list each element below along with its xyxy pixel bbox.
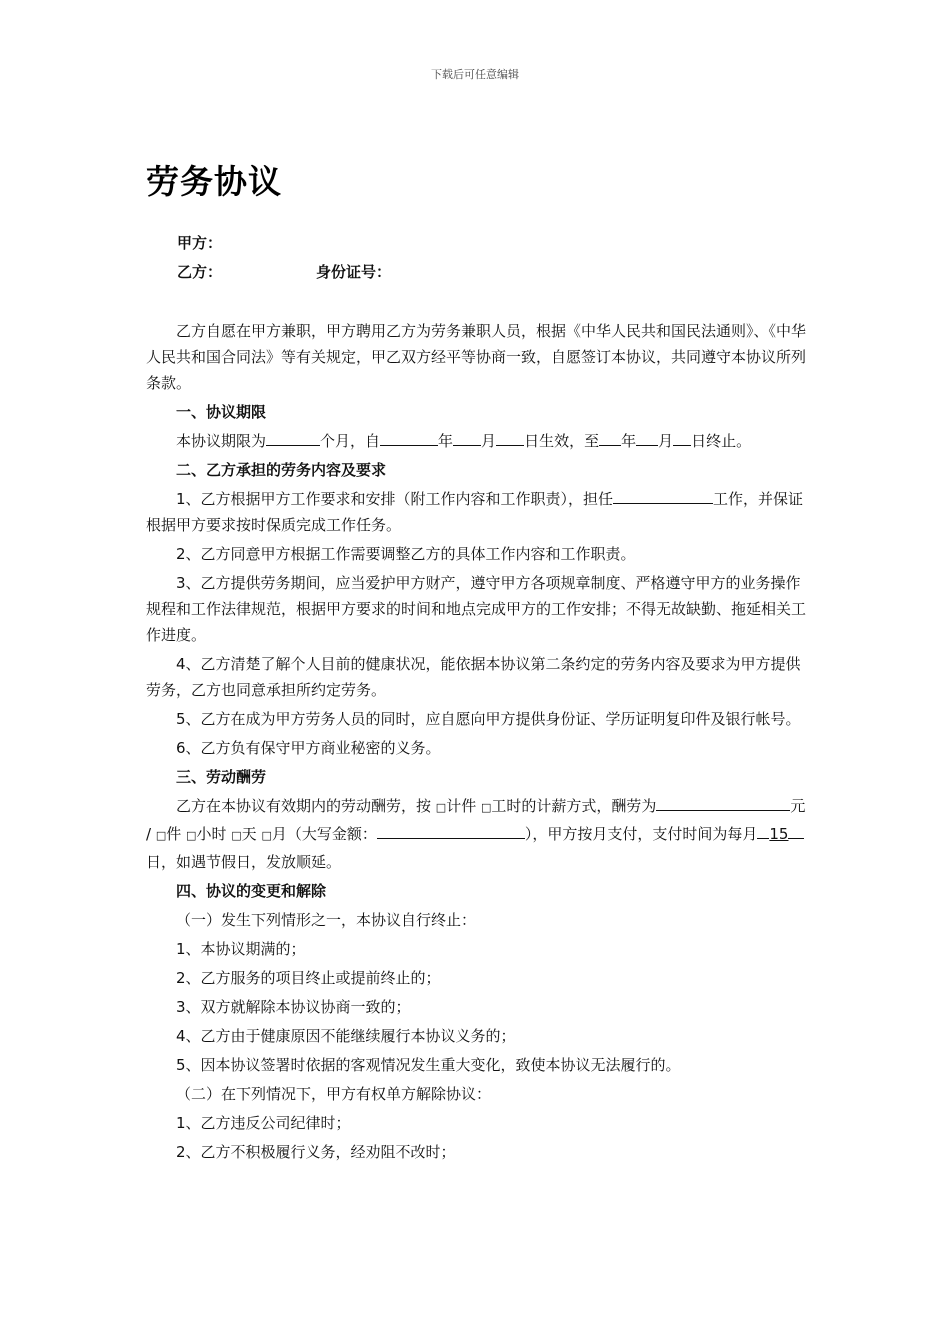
start-month-blank[interactable] [453, 428, 481, 446]
termination-item: 3、双方就解除本协议协商一致的； [176, 998, 411, 1016]
termination-right-item: 2、乙方不积极履行义务，经劝阻不改时； [176, 1143, 456, 1161]
pay-day-value[interactable]: 15 [769, 825, 789, 843]
id-number-label: 身份证号： [316, 263, 392, 281]
start-day-blank[interactable] [496, 428, 524, 446]
section-heading-term: 一、协议期限 [176, 403, 267, 421]
duty-item-5: 5、乙方在成为甲方劳务人员的同时，应自愿向甲方提供身份证、学历证明复印件及银行帐号。 [176, 710, 801, 728]
party-a-label: 甲方： [177, 234, 223, 252]
pay-clause: 乙方在本协议有效期内的劳动酬劳，按 □计件 □工时的计薪方式，酬劳为 元 / □件 □小时 □天 □月（大写金额： ），甲方按月支付，支付时间为每月 15日，如遇节假日，发放顺延。 [146, 793, 810, 875]
end-day-blank[interactable] [673, 428, 691, 446]
termination-sub-1: （一）发生下列情形之一，本协议自行终止： [176, 911, 477, 929]
section-heading-pay: 三、劳动酬劳 [176, 768, 267, 786]
months-blank[interactable] [266, 428, 320, 446]
end-month-blank[interactable] [636, 428, 658, 446]
termination-item: 4、乙方由于健康原因不能继续履行本协议义务的； [176, 1027, 516, 1045]
checkbox-per-month[interactable]: □ [261, 829, 272, 842]
section-heading-termination: 四、协议的变更和解除 [176, 882, 327, 900]
position-blank[interactable] [613, 486, 713, 504]
document-title: 劳务协议 [146, 162, 282, 201]
duty-item-4: 4、乙方清楚了解个人目前的健康状况，能依据本协议第二条约定的劳务内容及要求为甲方提供劳务，乙方也同意承担所约定劳务。 [146, 655, 801, 699]
intro-paragraph: 乙方自愿在甲方兼职，甲方聘用乙方为劳务兼职人员，根据《中华人民共和国民法通则》、《中华人民共和国合同法》等有关规定，甲乙双方经平等协商一致，自愿签订本协议，共同遵守本协议所列条款。 [146, 322, 807, 392]
termination-item: 2、乙方服务的项目终止或提前终止的； [176, 969, 441, 987]
duty-item-6: 6、乙方负有保守甲方商业秘密的义务。 [176, 739, 441, 757]
section-heading-duties: 二、乙方承担的劳务内容及要求 [176, 461, 387, 479]
checkbox-per-hour[interactable]: □ [186, 829, 197, 842]
end-year-blank[interactable] [599, 428, 621, 446]
duty-item-1: 1、乙方根据甲方工作要求和安排（附工作内容和工作职责），担任 工作，并保证根据甲方要求按时保质完成工作任务。 [146, 486, 810, 538]
pay-amount-blank-cont[interactable] [776, 793, 790, 811]
term-clause: 本协议期限为 个月，自 年 月 日生效，至 年 月 日终止。 [146, 428, 810, 454]
checkbox-per-day[interactable]: □ [231, 829, 242, 842]
pay-amount-blank[interactable] [656, 793, 776, 811]
party-b-label: 乙方： [177, 263, 223, 281]
termination-right-item: 1、乙方违反公司纪律时； [176, 1114, 351, 1132]
termination-sub-2: （二）在下列情况下，甲方有权单方解除协议： [176, 1085, 492, 1103]
agreement-body [146, 318, 810, 1168]
duty-item-2: 2、乙方同意甲方根据工作需要调整乙方的具体工作内容和工作职责。 [176, 545, 636, 563]
pay-day-post [788, 821, 804, 839]
pay-day-pre [757, 821, 769, 839]
checkbox-piece[interactable]: □ [435, 801, 447, 814]
checkbox-hourly[interactable]: □ [481, 801, 492, 814]
duty-item-3: 3、乙方提供劳务期间，应当爱护甲方财产，遵守甲方各项规章制度、严格遵守甲方的业务操作规程和工作法律规范，根据甲方要求的时间和地点完成甲方的工作安排；不得无故缺勤、拖延相关工作进度。 [146, 574, 807, 644]
checkbox-per-piece[interactable]: □ [155, 829, 167, 842]
start-year-blank[interactable] [380, 428, 438, 446]
amount-in-words-blank[interactable] [377, 821, 525, 839]
header-note: 下载后可任意编辑 [431, 68, 519, 81]
termination-item: 5、因本协议签署时依据的客观情况发生重大变化，致使本协议无法履行的。 [176, 1056, 681, 1074]
termination-item: 1、本协议期满的； [176, 940, 306, 958]
